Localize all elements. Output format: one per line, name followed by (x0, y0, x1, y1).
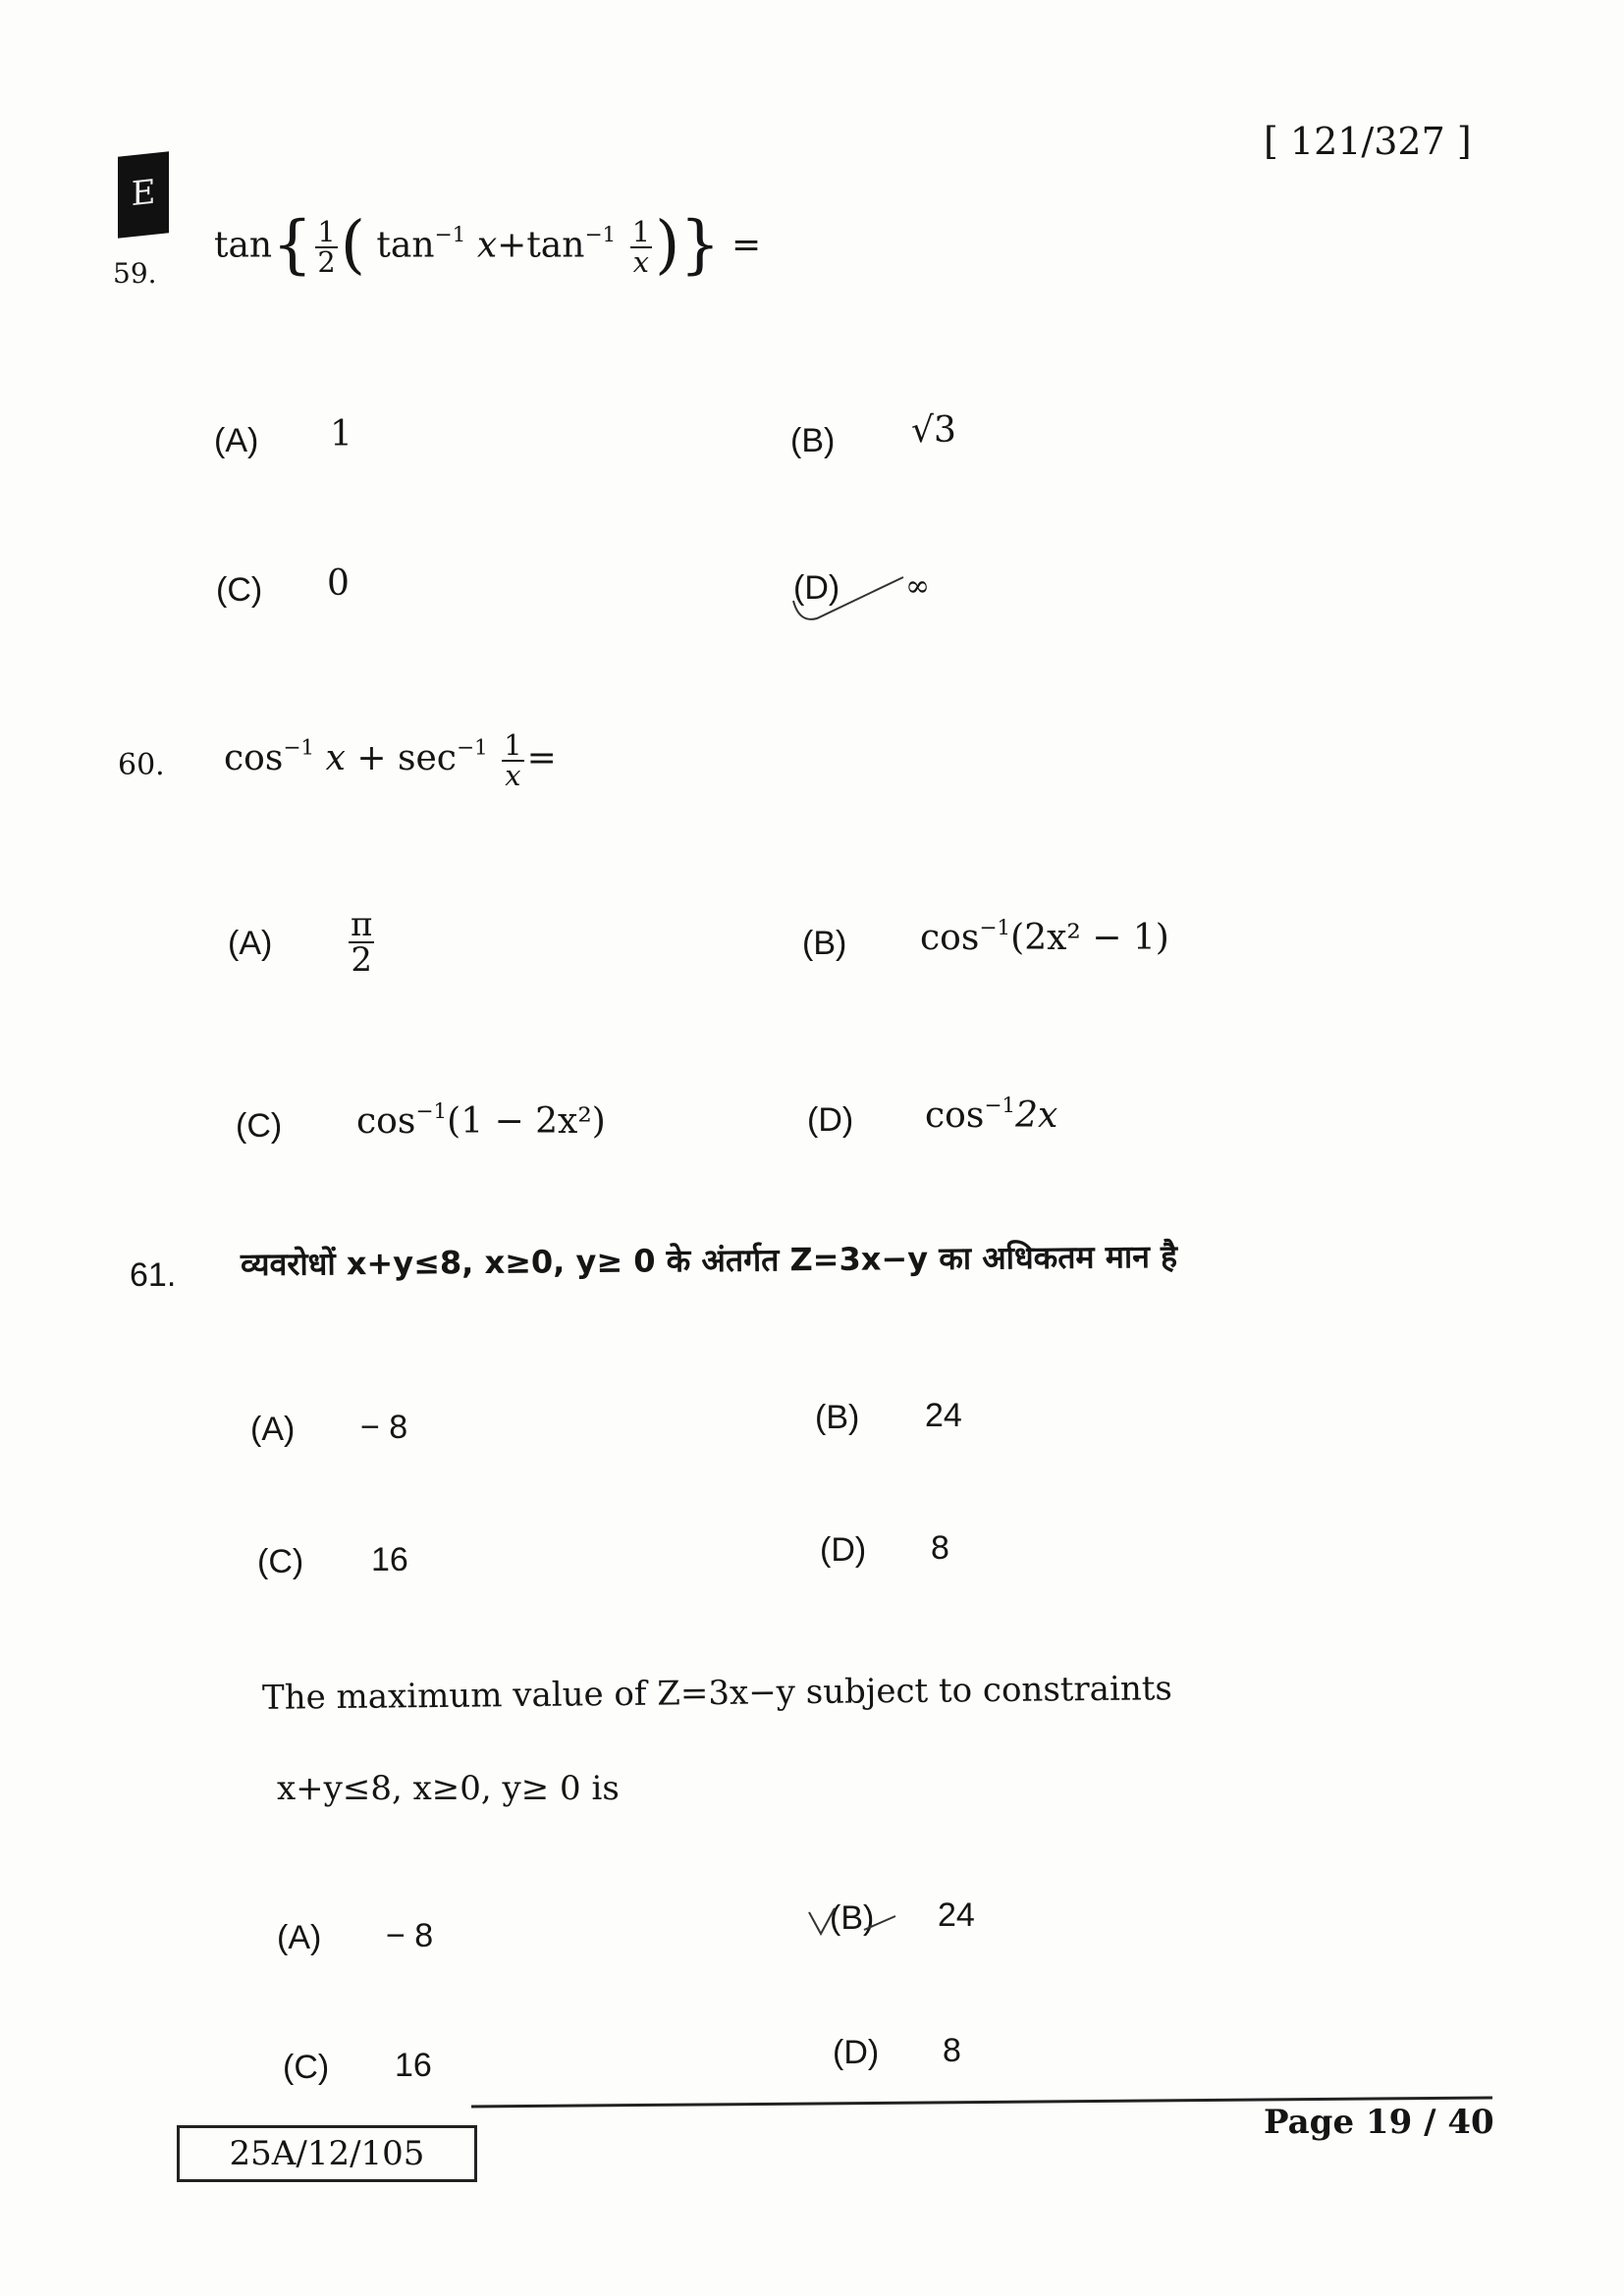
arg: 2x (1015, 1095, 1058, 1136)
fn: cos (356, 1101, 416, 1142)
option-label: (B) (802, 925, 847, 962)
equals: = (526, 737, 557, 778)
option-label: (C) (283, 2049, 330, 2086)
page-code: [ 121/327 ] (1264, 120, 1472, 163)
option-value: ∞ (905, 569, 930, 604)
arg: (1 − 2x²) (447, 1101, 606, 1142)
option-label: (D) (833, 2034, 880, 2071)
pen-tick-mark (805, 1904, 903, 1944)
num: 1 (631, 215, 651, 249)
fn: cos (224, 737, 284, 778)
op: + (497, 225, 527, 266)
equals: = (731, 225, 762, 266)
option-label: (D) (793, 569, 840, 607)
option-label: (C) (257, 1543, 304, 1580)
option-label: (A) (214, 422, 259, 459)
option-value (925, 1095, 1057, 1136)
option-value (920, 915, 1169, 958)
set-letter-badge: E (118, 151, 169, 238)
fn: tan (376, 225, 435, 266)
option-value: 1 (330, 414, 352, 454)
question-59-expression: tan{ $\frac{1}{2}$ ( $\tan^{-1} x+\tan^{-1}$ $\frac{1}{x}$ )} = (214, 208, 762, 282)
question-61-english-line-2: x+y≤8, x≥0, y≥ 0 is (277, 1769, 620, 1808)
option-label: (A) (250, 1411, 296, 1448)
option-label: (B) (815, 1399, 860, 1436)
page-number: Page 19 / 40 (1264, 2103, 1494, 2142)
option-value: 16 (395, 2047, 432, 2084)
question-61-hindi-text: व्यवरोधों x+y≤8, x≥0, y≥ 0 के अंतर्गत Z=3x−y का अधिकतम मान है (240, 1237, 1178, 1284)
fn: + sec (356, 737, 457, 778)
arg: (2x² − 1) (1010, 918, 1169, 958)
option-value: 16 (371, 1541, 408, 1578)
option-value: 24 (938, 1896, 975, 1934)
fn: cos (920, 918, 980, 958)
option-value: − 8 (360, 1409, 408, 1446)
option-value: 8 (931, 1529, 949, 1567)
var: x (325, 737, 346, 778)
sup: −1 (283, 735, 315, 761)
option-value (346, 905, 377, 980)
fn: tan (526, 225, 585, 266)
sup: −1 (415, 1098, 448, 1124)
question-number: 60. (118, 748, 165, 782)
question-number: 61. (130, 1256, 177, 1294)
paper-code-box: 25A/12/105 (177, 2125, 477, 2182)
num: 1 (317, 215, 336, 249)
question-60-expression (224, 728, 557, 792)
sup: −1 (456, 735, 488, 761)
option-label: (D) (820, 1531, 867, 1569)
sup: −1 (979, 915, 1011, 940)
option-label: (B) (830, 1899, 875, 1937)
pen-tick-mark (785, 569, 913, 628)
option-label: (C) (236, 1107, 283, 1145)
option-label: (D) (807, 1101, 854, 1139)
den: x (632, 245, 650, 280)
sup: −1 (584, 223, 617, 248)
option-label: (B) (790, 422, 836, 459)
sup: −1 (434, 223, 466, 248)
option-label: (A) (228, 925, 273, 962)
var: x (476, 225, 498, 266)
num: π (351, 905, 373, 944)
den: 2 (351, 940, 372, 980)
question-61-english-line-1: The maximum value of Z=3x−y subject to constraints (261, 1669, 1173, 1718)
fn: cos (925, 1095, 985, 1136)
sup: −1 (984, 1093, 1016, 1118)
fn: tan (214, 225, 273, 266)
option-value: 8 (943, 2032, 961, 2069)
option-value: − 8 (386, 1917, 434, 1954)
option-label: (C) (216, 571, 263, 609)
den: x (505, 758, 521, 792)
option-value: 0 (327, 563, 350, 604)
question-number: 59. (113, 257, 157, 290)
option-value: 24 (925, 1397, 962, 1434)
option-label: (A) (277, 1919, 322, 1956)
option-value: √3 (911, 410, 956, 451)
option-value (356, 1098, 606, 1142)
num: 1 (504, 728, 522, 762)
den: 2 (317, 245, 336, 280)
